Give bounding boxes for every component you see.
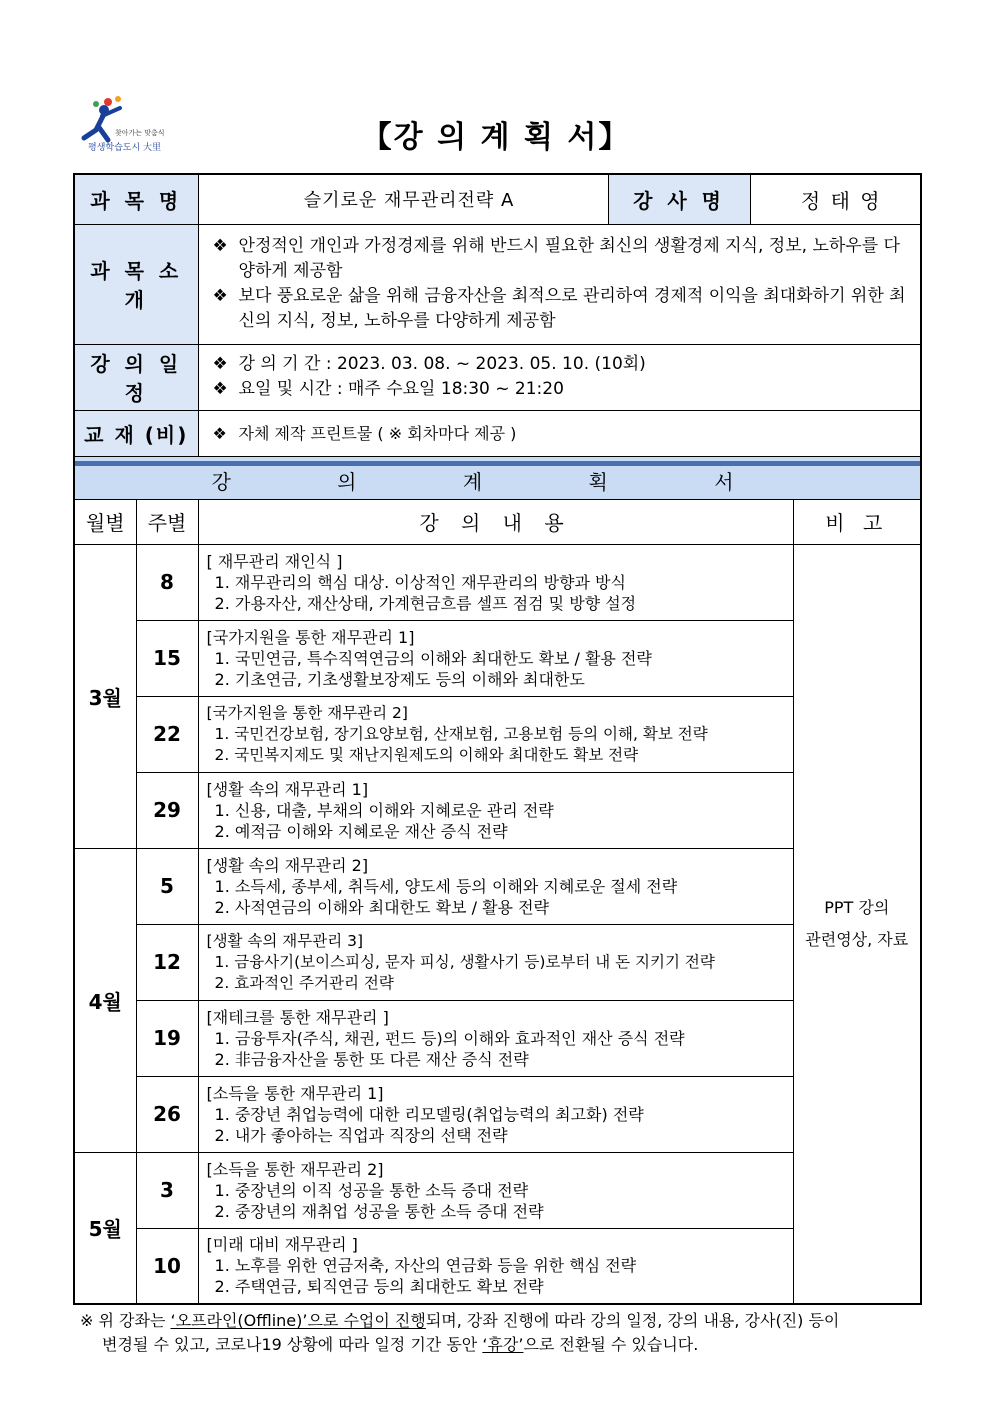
col-note-header: 비 고 [793,499,921,544]
material-label: 교 재 (비) [74,410,198,456]
week-cell: 12 [136,924,198,1000]
week-cell: 26 [136,1076,198,1152]
week-cell: 5 [136,848,198,924]
material-value: 자체 제작 프린트물 ( ※ 회차마다 제공 ) [238,423,517,443]
lecture-content: [국가지원을 통한 재무관리 1] 1. 국민연금, 특수직역연금의 이해와 최대한도 확보 / 활용 전략 2. 기초연금, 기초생활보장제도 등의 이해와 최대한도 [198,620,793,696]
bullet-icon: ❖ [212,354,228,374]
week-cell: 29 [136,772,198,848]
bullet-icon: ❖ [212,286,228,306]
col-content-header: 강 의 내 용 [198,499,793,544]
col-month-header: 월별 [74,499,136,544]
week-cell: 15 [136,620,198,696]
lecture-content: [소득을 통한 재무관리 1] 1. 중장년 취업능력에 대한 리모델링(취업능력의 최고화) 전략 2. 내가 좋아하는 직업과 직장의 선택 전략 [198,1076,793,1152]
footer-note: ※ 위 강좌는 ‘오프라인(Offline)’으로 수업이 진행되며, 강좌 진행에 따라 강의 일정, 강의 내용, 강사(진) 등이 변경될 수 있고, 코로나19 상황에 따라 일정 기간 동안 ‘휴강’으로 전환될 수 있습니다. [80,1311,840,1354]
week-cell: 10 [136,1228,198,1304]
lecture-plan-table [73,173,922,1305]
subject-value: 슬기로운 재무관리전략 A [198,174,608,224]
lecture-content: [ 재무관리 재인식 ] 1. 재무관리의 핵심 대상. 이상적인 재무관리의 방향과 방식 2. 가용자산, 재산상태, 가계현금흐름 셀프 점검 및 방향 설정 [198,544,793,620]
instructor-label: 강 사 명 [608,174,750,224]
section-divider [75,461,920,466]
page-title: 【강 의 계 획 서】 [361,120,631,155]
schedule-item: ❖ 요일 및 시간 : 매주 수요일 18:30 ~ 21:20 [213,377,911,402]
col-week-header: 주별 [136,499,198,544]
month-cell: 5월 [74,1152,136,1304]
intro-item: ❖ 안정적인 개인과 가정경제를 위해 반드시 필요한 최신의 생활경제 지식, 정보, 노하우를 다양하게 제공함 [213,234,911,284]
bullet-icon: ❖ [212,236,228,256]
note-cell: PPT 강의 관련영상, 자료 [793,544,921,1304]
intro-item: ❖ 보다 풍요로운 삶을 위해 금융자산을 최적으로 관리하여 경제적 이익을 최대화하기 위한 최신의 지식, 정보, 노하우를 다양하게 제공함 [213,284,911,334]
subject-label: 과 목 명 [74,174,198,224]
lecture-content: [미래 대비 재무관리 ] 1. 노후를 위한 연금저축, 자산의 연금화 등을 위한 핵심 전략 2. 주택연금, 퇴직연금 등의 최대한도 확보 전략 [198,1228,793,1304]
lecture-content: [국가지원을 통한 재무관리 2] 1. 국민건강보험, 장기요양보험, 산재보험, 고용보험 등의 이해, 확보 전략 2. 국민복지제도 및 재난지원제도의 이해와 최대한도 확보 전략 [198,696,793,772]
bullet-icon: ❖ [212,379,228,399]
lecture-content: [생활 속의 재무관리 2] 1. 소득세, 종부세, 취득세, 양도세 등의 이해와 지혜로운 절세 전략 2. 사적연금의 이해와 최대한도 확보 / 활용 전략 [198,848,793,924]
week-cell: 19 [136,1000,198,1076]
lecture-content: [생활 속의 재무관리 1] 1. 신용, 대출, 부채의 이해와 지혜로운 관리 전략 2. 예적금 이해와 지혜로운 재산 증식 전략 [198,772,793,848]
schedule-content [198,344,921,410]
week-cell: 3 [136,1152,198,1228]
month-cell: 4월 [74,848,136,1152]
intro-label: 과 목 소 개 [74,224,198,344]
schedule-item: ❖ 강 의 기 간 : 2023. 03. 08. ~ 2023. 05. 10. (10회) [213,352,911,377]
week-cell: 8 [136,544,198,620]
intro-content [198,224,921,344]
table-row [74,544,921,620]
logo-tagline: 찾아가는 맞춤식 [115,129,165,137]
schedule-label: 강 의 일 정 [74,344,198,410]
month-cell: 3월 [74,544,136,848]
instructor-value: 정 태 영 [750,174,921,224]
plan-section-title: 강 의 계 획 서 [74,456,921,499]
material-content [198,410,921,456]
lecture-content: [소득을 통한 재무관리 2] 1. 중장년의 이직 성공을 통한 소득 증대 전략 2. 중장년의 재취업 성공을 통한 소득 증대 전략 [198,1152,793,1228]
lecture-content: [생활 속의 재무관리 3] 1. 금융사기(보이스피싱, 문자 피싱, 생활사기 등)로부터 내 돈 지키기 전략 2. 효과적인 주거관리 전략 [198,924,793,1000]
bullet-icon: ❖ [212,423,227,443]
lecture-content: [재테크를 통한 재무관리 ] 1. 금융투자(주식, 채권, 펀드 등)의 이해와 효과적인 재산 증식 전략 2. 非금융자산을 통한 또 다른 재산 증식 전략 [198,1000,793,1076]
week-cell: 22 [136,696,198,772]
logo-name: 평생학습도시 大里 [88,143,162,153]
